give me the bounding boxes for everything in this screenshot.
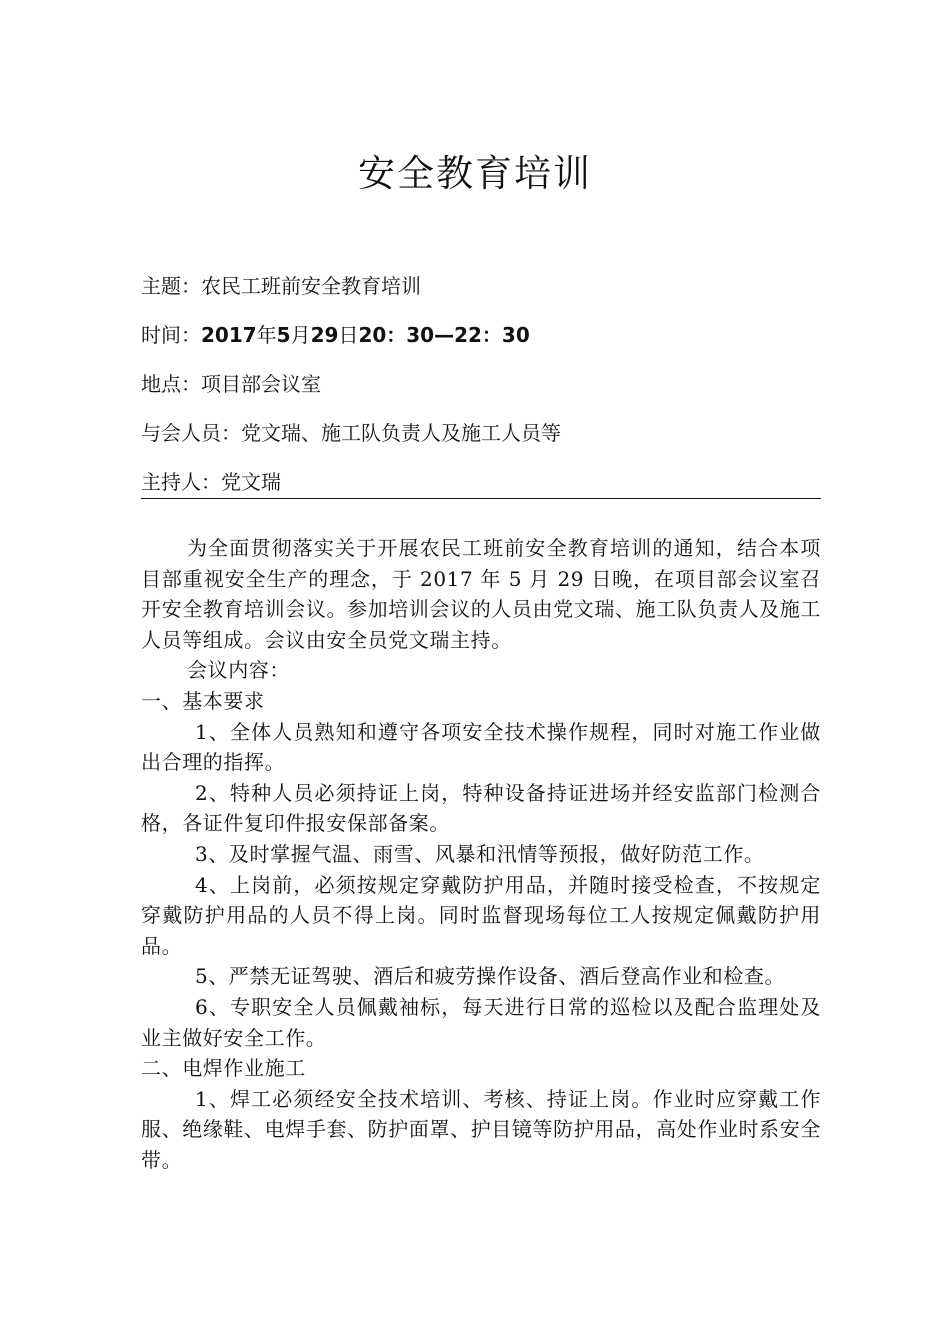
section-1-item: 4、上岗前，必须按规定穿戴防护用品，并随时接受检查，不按规定穿戴防护用品的人员不得上岗。同时监督现场每位工人按规定佩戴防护用品。 — [141, 872, 821, 958]
meta-topic — [141, 272, 421, 300]
section-1-item: 1、全体人员熟知和遵守各项安全技术操作规程，同时对施工作业做出合理的指挥。 — [141, 719, 821, 775]
content-label: 会议内容： — [187, 658, 290, 683]
section-1-item: 3、及时掌握气温、雨雪、风暴和汛情等预报，做好防范工作。 — [195, 841, 765, 866]
meta-host — [141, 468, 821, 499]
section-1-item: 6、专职安全人员佩戴袖标，每天进行日常的巡检以及配合监理处及业主做好安全工作。 — [141, 994, 821, 1050]
time-month: 5 — [276, 323, 291, 347]
place-label: 地点： — [141, 372, 201, 396]
attendees-label: 与会人员： — [141, 421, 241, 445]
meta-place — [141, 370, 321, 398]
host-label: 主持人： — [141, 470, 221, 494]
document-title: 安全教育培训 — [358, 152, 592, 195]
host-value: 党文瑞 — [221, 470, 281, 494]
attendees-value: 党文瑞、施工队负责人及施工人员等 — [241, 421, 561, 445]
section-1-title: 一、基本要求 — [141, 688, 265, 713]
intro-paragraph: 为全面贯彻落实关于开展农民工班前安全教育培训的通知，结合本项目部重视安全生产的理念，于 2017 年 5 月 29 日晚，在项目部会议室召开安全教育培训会议。参加培训会议的人员由党文瑞、施工队负责人及施工人员等组成。会议由安全员党文瑞主持。 — [141, 536, 821, 652]
time-month-unit: 月 — [290, 323, 311, 347]
document-body — [141, 533, 821, 1175]
meta-attendees — [141, 419, 561, 447]
time-day-unit: 日 — [338, 323, 359, 347]
section-2-item: 1、焊工必须经安全技术培训、考核、持证上岗。作业时应穿戴工作服、绝缘鞋、电焊手套、防护面罩、护目镜等防护用品，高处作业时系安全带。 — [141, 1086, 821, 1172]
place-value: 项目部会议室 — [201, 372, 321, 396]
section-1-item: 5、严禁无证驾驶、酒后和疲劳操作设备、酒后登高作业和检查。 — [195, 964, 786, 989]
meta-time — [141, 321, 530, 349]
time-range: 20：30—22：30 — [358, 323, 530, 347]
topic-value: 农民工班前安全教育培训 — [201, 274, 421, 298]
time-year-unit: 年 — [256, 323, 277, 347]
section-1-item: 2、特种人员必须持证上岗，特种设备持证进场并经安监部门检测合格，各证件复印件报安保部备案。 — [141, 780, 821, 836]
topic-label: 主题： — [141, 274, 201, 298]
time-day: 29 — [310, 323, 339, 347]
time-label: 时间： — [141, 323, 201, 347]
time-year: 2017 — [201, 323, 257, 347]
section-2-title: 二、电焊作业施工 — [141, 1056, 306, 1081]
